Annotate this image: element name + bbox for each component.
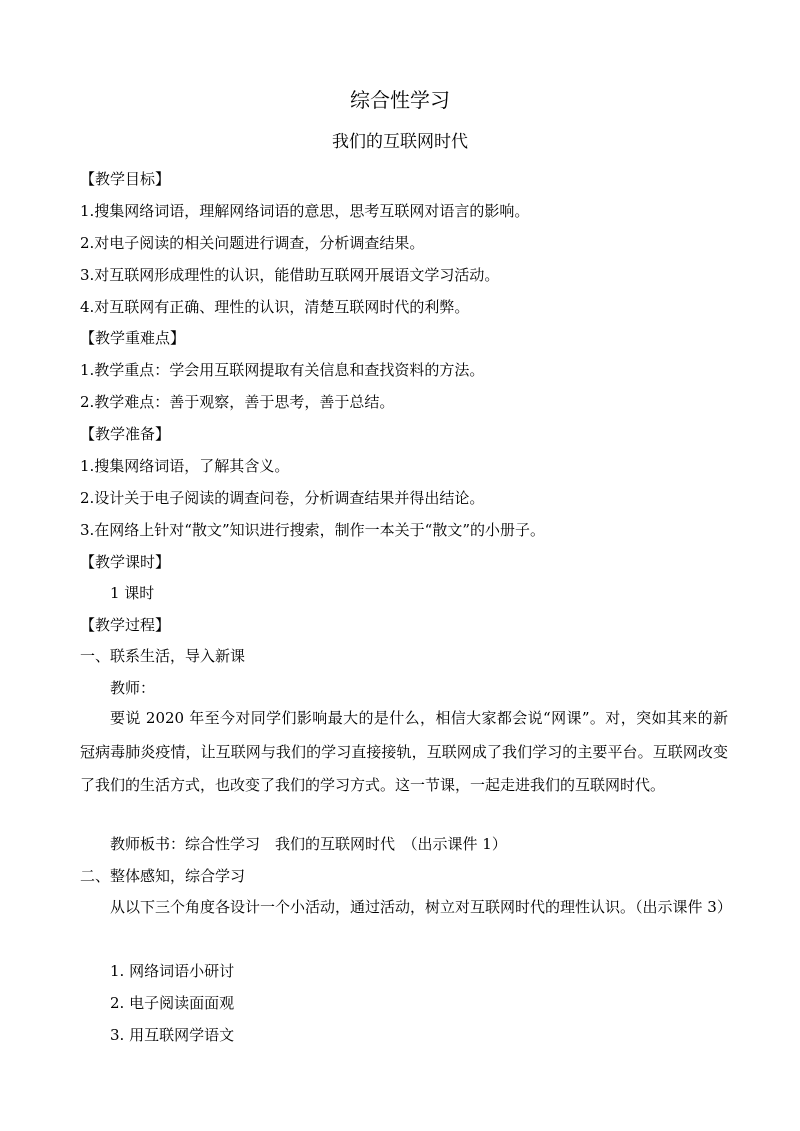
- part1-heading: 一、联系生活，导入新课: [80, 647, 246, 665]
- key-point-item: 2.教学难点：善于观察，善于思考，善于总结。: [80, 393, 395, 411]
- key-points-heading: 【教学重难点】: [80, 329, 186, 347]
- periods-value: 1 课时: [110, 584, 155, 602]
- preparation-item: 3.在网络上针对“散文”知识进行搜索，制作一本关于“散文”的小册子。: [80, 521, 545, 539]
- activity-item: 2. 电子阅读面面观: [110, 994, 235, 1012]
- document-subtitle: 我们的互联网时代: [332, 132, 468, 152]
- preparation-item: 2.设计关于电子阅读的调查问卷，分析调查结果并得出结论。: [80, 489, 485, 507]
- activity-item: 3. 用互联网学语文: [110, 1026, 235, 1044]
- intro-paragraph: 要说 2020 年至今对同学们影响最大的是什么，相信大家都会说“网课”。对，突如其来的新冠病毒肺炎疫情，让互联网与我们的学习直接接轨，互联网成了我们学习的主要平台。互联网改变了我们的生活方式，也改变了我们的学习方式。这一节课，一起走进我们的互联网时代。: [80, 709, 728, 794]
- part2-paragraph: 从以下三个角度各设计一个小活动，通过活动，树立对互联网时代的理性认识。（出示课件 3）: [110, 898, 732, 916]
- objective-item: 1.搜集网络词语，理解网络词语的意思，思考互联网对语言的影响。: [80, 202, 530, 220]
- key-point-item: 1.教学重点：学会用互联网提取有关信息和查找资料的方法。: [80, 361, 485, 379]
- teacher-label: 教师：: [110, 679, 156, 697]
- objective-item: 4.对互联网有正确、理性的认识，清楚互联网时代的利弊。: [80, 298, 470, 316]
- activity-item: 1. 网络词语小研讨: [110, 962, 235, 980]
- objectives-heading: 【教学目标】: [80, 170, 171, 188]
- periods-heading: 【教学课时】: [80, 553, 171, 571]
- preparation-heading: 【教学准备】: [80, 425, 171, 443]
- objective-item: 3.对互联网形成理性的认识，能借助互联网开展语文学习活动。: [80, 266, 500, 284]
- process-heading: 【教学过程】: [80, 616, 171, 634]
- preparation-item: 1.搜集网络词语，了解其含义。: [80, 457, 290, 475]
- part2-heading: 二、整体感知，综合学习: [80, 867, 246, 885]
- objective-item: 2.对电子阅读的相关问题进行调查，分析调查结果。: [80, 234, 425, 252]
- document-title: 综合性学习: [350, 88, 450, 112]
- board-note: 教师板书：综合性学习 我们的互联网时代 （出示课件 1）: [110, 835, 507, 853]
